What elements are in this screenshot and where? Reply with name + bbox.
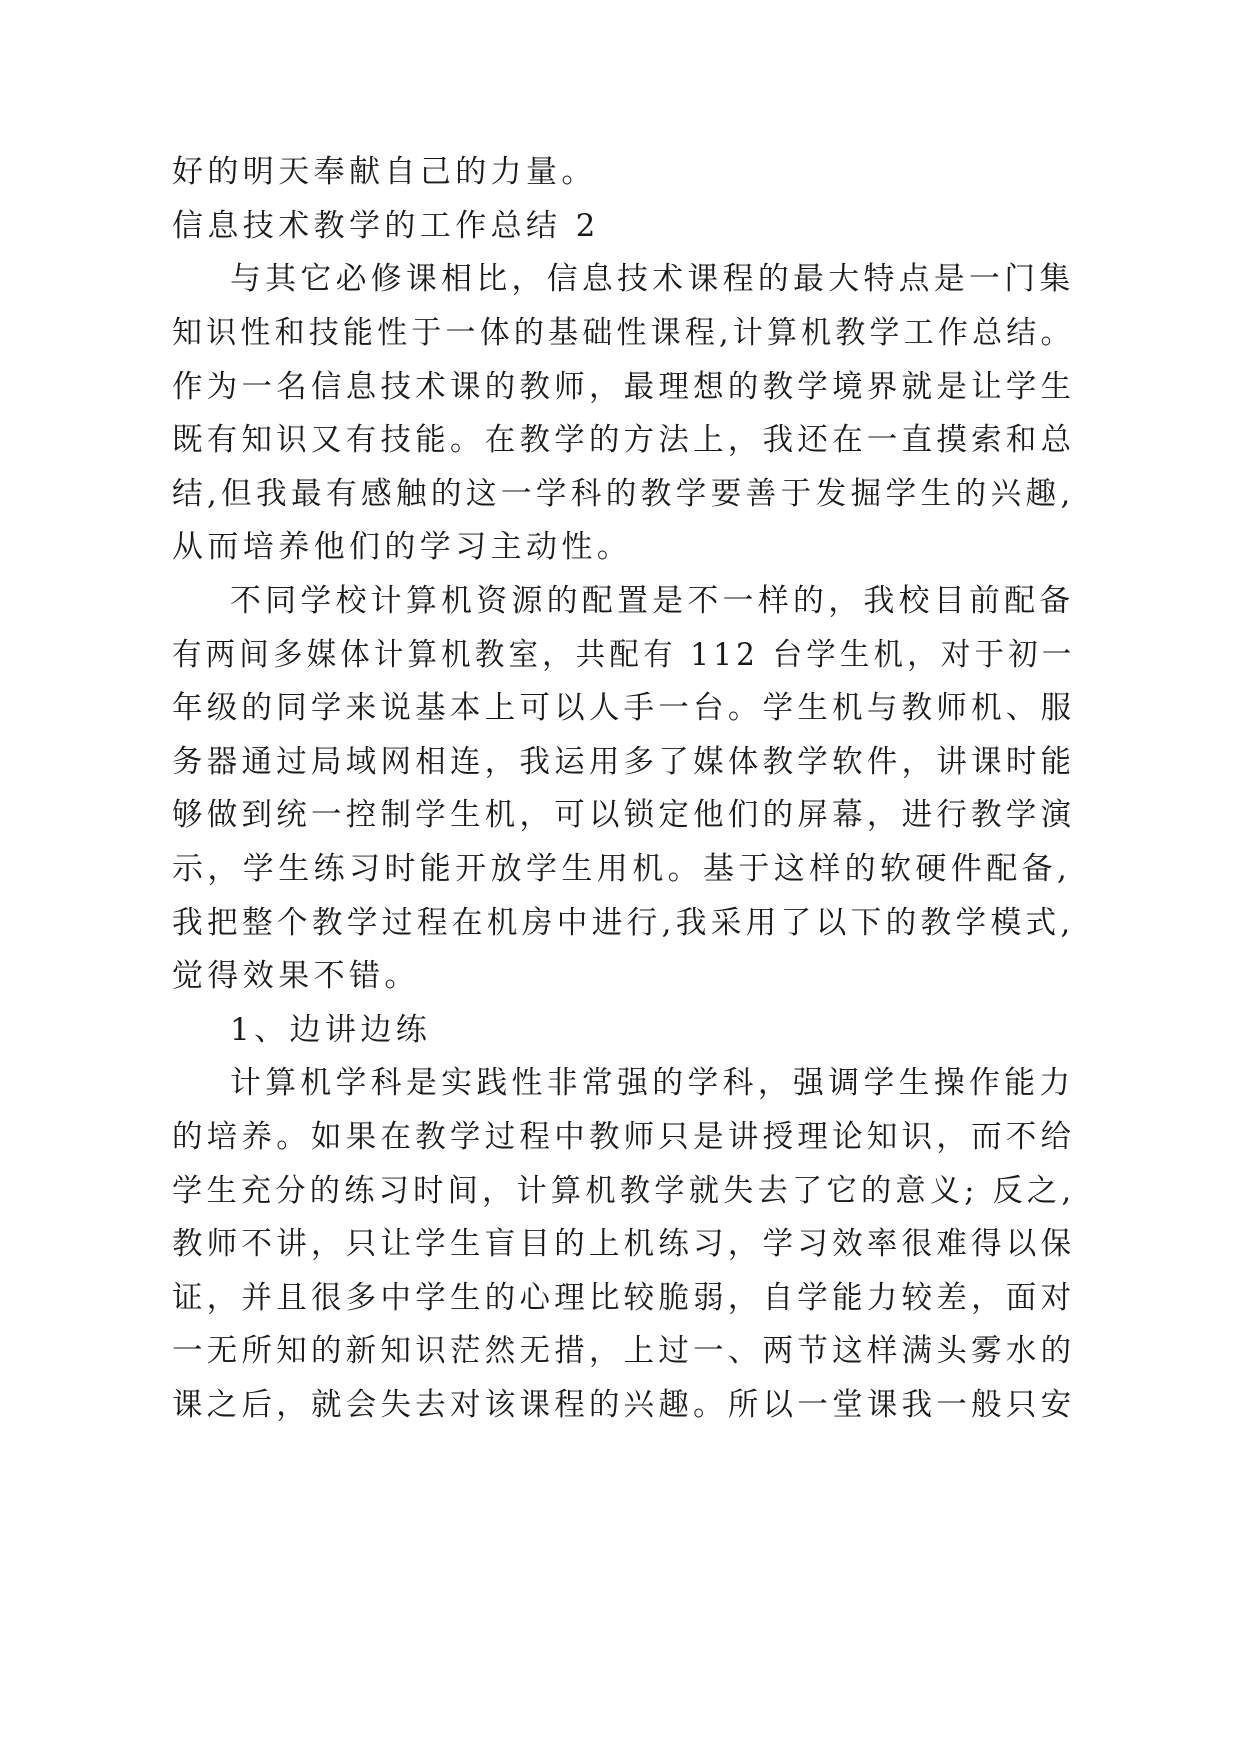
line-text: 觉得效果不错。 <box>172 958 420 994</box>
line-text: 够做到统一控制学生机，可以锁定他们的屏幕，进行教学演 <box>172 797 1076 833</box>
line-text: 从而培养他们的学习主动性。 <box>172 529 633 565</box>
line-text: 教师不讲，只让学生盲目的上机练习，学习效率很难得以保 <box>172 1226 1076 1262</box>
list-heading-text: 1、边讲边练 <box>230 1012 432 1048</box>
line-text: 好的明天奉献自己的力量。 <box>172 154 597 190</box>
line-text: 不同学校计算机资源的配置是不一样的，我校目前配备 <box>230 583 1075 619</box>
line-text: 与其它必修课相比，信息技术课程的最大特点是一门集 <box>230 261 1075 297</box>
line-text: 学生充分的练习时间，计算机教学就失去了它的意义; 反之, <box>172 1173 1076 1209</box>
line-text: 务器通过局域网相连，我运用多了媒体教学软件，讲课时能 <box>172 744 1076 780</box>
line-text: 计算机学科是实践性非常强的学科，强调学生操作能力 <box>230 1065 1075 1101</box>
line-text: 结,但我最有感触的这一学科的教学要善于发掘学生的兴趣, <box>172 476 1075 512</box>
line-text: 年级的同学来说基本上可以人手一台。学生机与教师机、服 <box>172 690 1076 726</box>
line-text: 既有知识又有技能。在教学的方法上，我还在一直摸索和总 <box>172 422 1076 458</box>
line-text: 作为一名信息技术课的教师，最理想的教学境界就是让学生 <box>172 369 1076 405</box>
line-text: 一无所知的新知识茫然无措，上过一、两节这样满头雾水的 <box>172 1333 1076 1369</box>
line-text: 课之后，就会失去对该课程的兴趣。所以一堂课我一般只安 <box>172 1387 1076 1423</box>
line-text: 知识性和技能性于一体的基础性课程,计算机教学工作总结。 <box>172 315 1075 351</box>
line-text: 有两间多媒体计算机教室，共配有 112 台学生机，对于初一 <box>172 637 1076 673</box>
line-text: 示，学生练习时能开放学生用机。基于这样的软硬件配备, <box>172 851 1072 887</box>
line-text: 我把整个教学过程在机房中进行,我采用了以下的教学模式, <box>172 905 1075 941</box>
line-text: 的培养。如果在教学过程中教师只是讲授理论知识，而不给 <box>172 1119 1076 1155</box>
line-text: 证，并且很多中学生的心理比较脆弱，自学能力较差，面对 <box>172 1280 1076 1316</box>
heading-text: 信息技术教学的工作总结 2 <box>172 208 600 244</box>
